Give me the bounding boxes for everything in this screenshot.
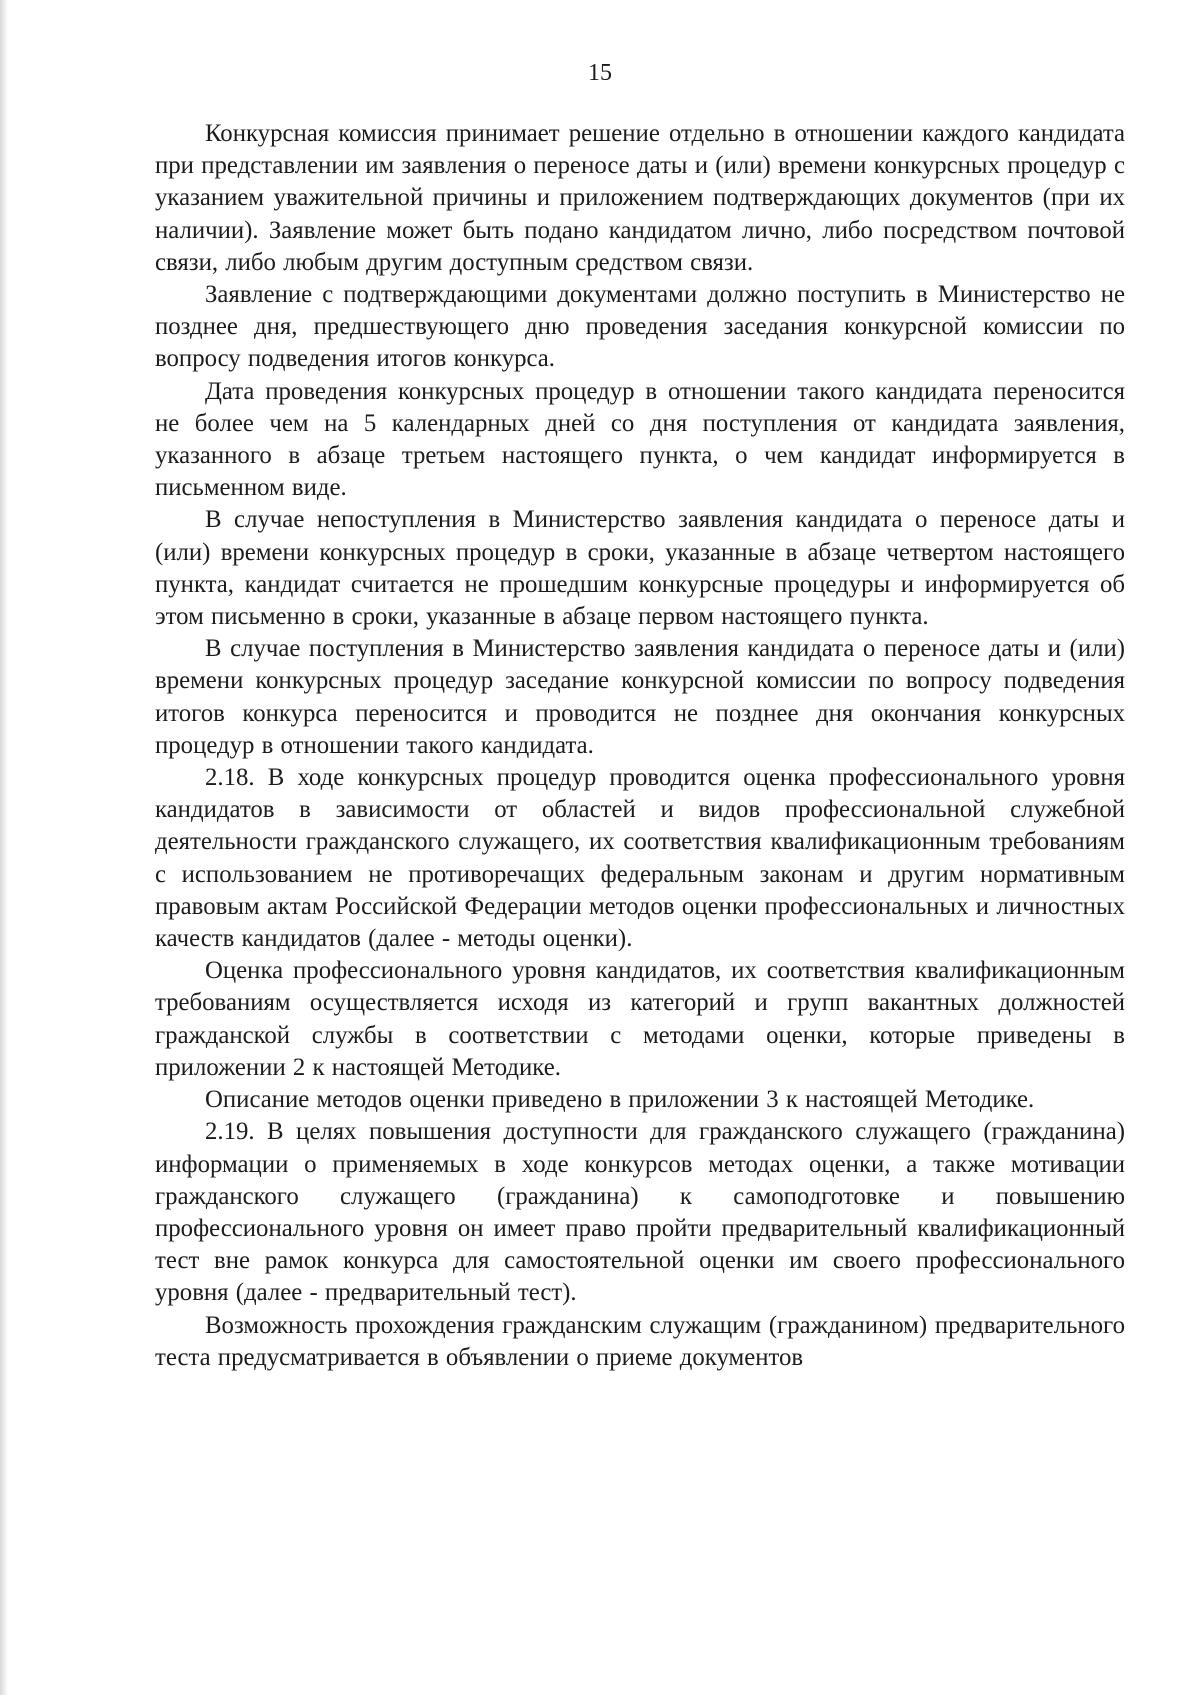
paragraph-1: Конкурсная комиссия принимает решение отдельно в отношении каждого кандидата при представлении им заявления о переносе даты и (или) времени конкурсных процедур с указанием уважительной причины и приложением подтверждающих документов (при их наличии). Заявление может быть подано кандидатом лично, либо посредством почтовой связи, либо любым другим доступным средством связи. (155, 120, 1125, 276)
paragraph-7: Оценка профессионального уровня кандидатов, их соответствия квалификационным требованиям осуществляется исходя из категорий и групп вакантных должностей гражданской службы в соответствии с методами оценки, которые приведены в приложении 2 к настоящей Методике. (155, 957, 1125, 1081)
scan-edge-shadow (0, 0, 8, 1695)
paragraph-3: Дата проведения конкурсных процедур в отношении такого кандидата переносится не более чем на 5 календарных дней со дня поступления от кандидата заявления, указанного в абзаце третьем настоящего пункта, о чем кандидат информируется в письменном виде. (155, 377, 1125, 502)
paragraph-6: 2.18. В ходе конкурсных процедур проводится оценка профессионального уровня кандидатов в зависимости от областей и видов профессиональной служебной деятельности гражданского служащего, их соответствия квалификационным требованиям с использованием не противоречащих федеральным законам и другим нормативным правовым актам Российской Федерации методов оценки профессиональных и личностных качеств кандидатов (далее - методы оценки). (155, 764, 1125, 953)
paragraph-5: В случае поступления в Министерство заявления кандидата о переносе даты и (или) времени конкурсных процедур заседание конкурсной комиссии по вопросу подведения итогов конкурса переносится и проводится не позднее дня окончания конкурсных процедур в отношении такого кандидата. (155, 635, 1125, 759)
paragraph-4: В случае непоступления в Министерство заявления кандидата о переносе даты и (или) времени конкурсных процедур в сроки, указанные в абзаце четвертом настоящего пункта, кандидат считается не прошедшим конкурсные процедуры и информируется об этом письменно в сроки, указанные в абзаце первом настоящего пункта. (155, 506, 1125, 631)
paragraph-9: 2.19. В целях повышения доступности для гражданского служащего (гражданина) информации о применяемых в ходе конкурсов методах оценки, а также мотивации гражданского служащего (гражданина) к самоподготовке и повышению профессионального уровня он имеет право пройти предварительный квалификационный тест вне рамок конкурса для самостоятельной оценки им своего профессионального уровня (далее - предварительный тест). (155, 1118, 1125, 1307)
paragraph-10: Возможность прохождения гражданским служащим (гражданином) предварительного теста предусматривается в объявлении о приеме документов (155, 1311, 1125, 1371)
paragraph-2: Заявление с подтверждающими документами должно поступить в Министерство не позднее дня, предшествующего дню проведения заседания конкурсной комиссии по вопросу подведения итогов конкурса. (155, 281, 1125, 373)
document-body (155, 118, 1125, 1374)
paragraph-8: Описание методов оценки приведено в приложении 3 к настоящей Методике. (205, 1086, 1035, 1114)
page-number: 15 (588, 60, 612, 86)
